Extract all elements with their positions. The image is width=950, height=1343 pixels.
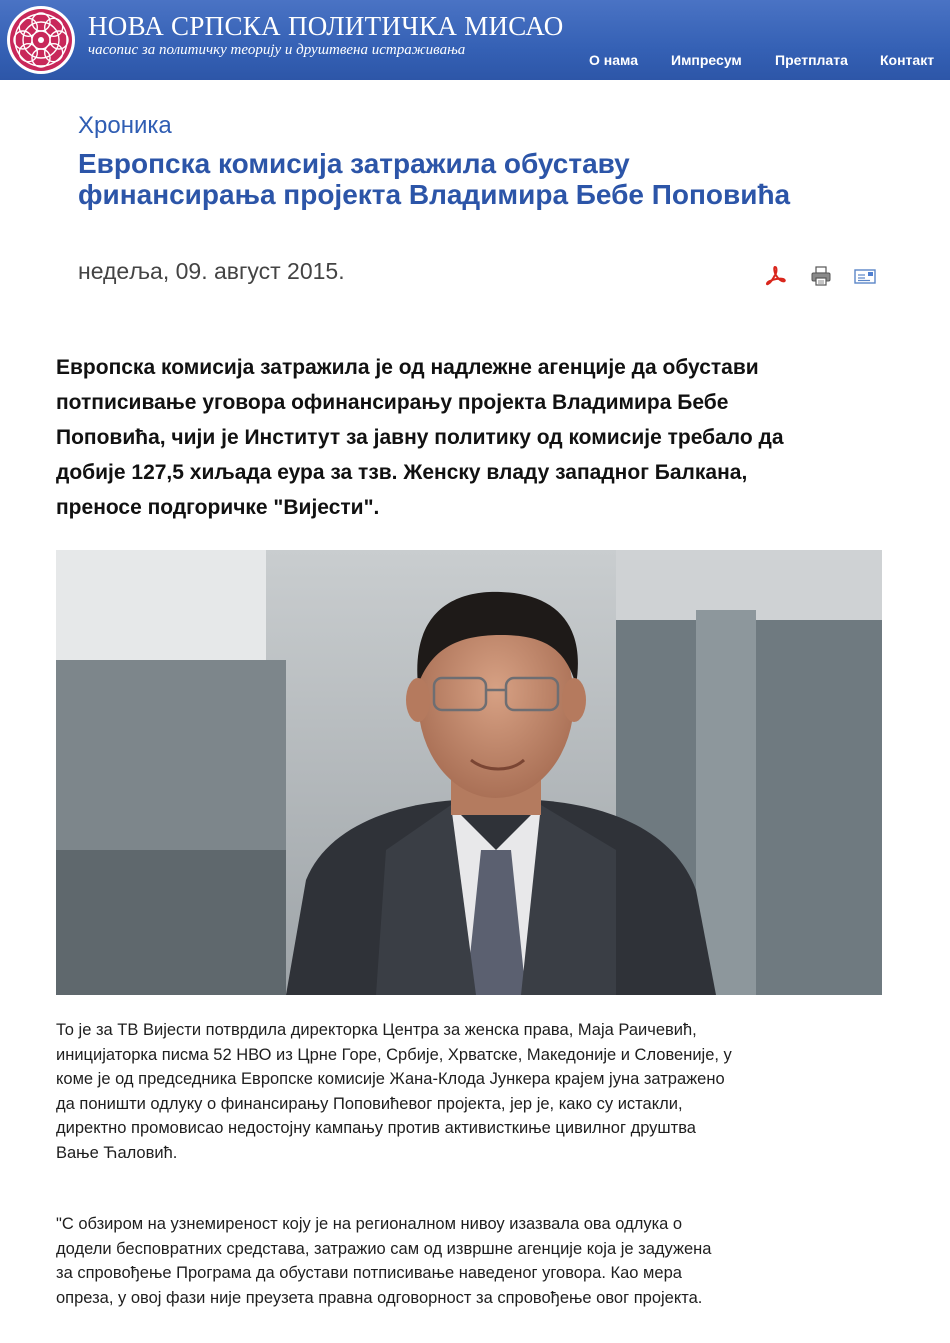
paragraph-line: опреза, у овој фази није преузета правна одговорност за спровођење овог пројекта. [56, 1288, 703, 1307]
article-paragraph [56, 1018, 882, 1165]
site-header [0, 0, 950, 80]
article-title [78, 148, 928, 210]
paragraph-line: за спровођење Програма да обустави потписивање наведеног уговора. Као мера [56, 1264, 682, 1282]
paragraph-line: директно промовисао недостојну кампању против активисткиње цивилног друштва [56, 1119, 696, 1137]
article-photo [56, 550, 882, 995]
paragraph-line: Вање Ћаловић. [56, 1143, 178, 1162]
nav-link-subscription[interactable]: Претплата [775, 52, 848, 68]
main-nav [0, 52, 950, 72]
paragraph-line: додели бесповратних средстава, затражио сам од извршне агенције која је задужена [56, 1239, 712, 1258]
paragraph-line: иницијаторка писма 52 НВО из Црне Горе, Србије, Хрватске, Македоније и Словеније, у [56, 1045, 732, 1064]
article-title-line: финансирања пројекта Владимира Бебе Поповића [78, 179, 791, 210]
paragraph-line: "С обзиром на узнемиреност коју је на регионалном нивоу изазвала ова одлука о [56, 1215, 683, 1233]
nav-link-about[interactable]: О нама [589, 52, 638, 68]
nav-link-contact[interactable]: Контакт [880, 52, 935, 68]
paragraph-line: коме је од председника Европске комисије Жана-Клода Јункера крајем јуна затражено [56, 1070, 725, 1088]
lead-line: Поповића, чији је Институт за јавну политику од комисије требало да [56, 426, 784, 449]
article-lead [56, 350, 916, 525]
site-title[interactable]: НОВА СРПСКА ПОЛИТИЧКА МИСАО [88, 11, 564, 41]
nav-link-impressum[interactable]: Импресум [671, 52, 742, 68]
print-icon[interactable] [809, 264, 833, 288]
article-title-line: Европска комисија затражила обуставу [78, 148, 630, 179]
article-category[interactable]: Хроника [78, 112, 172, 139]
paragraph-line: да поништи одлуку о финансирању Поповићевог пројекта, јер је, како су истакли, [56, 1094, 683, 1113]
article-date: недеља, 09. август 2015. [78, 258, 345, 284]
lead-line: Европска комисија затражила је од надлежне агенције да обустави [56, 356, 759, 379]
site-subtitle: часопис за политичку теорију и друштвена истраживања [88, 42, 466, 58]
lead-line: добије 127,5 хиљада еура за тзв. Женску владу западног Балкана, [56, 461, 748, 484]
pdf-icon[interactable] [764, 264, 788, 288]
lead-line: потписивање уговора офинансирању пројекта Владимира Бебе [56, 391, 729, 414]
lead-line: преносе подгоричке "Вијести". [56, 496, 380, 519]
paragraph-line: То је за ТВ Вијести потврдила директорка Центра за женска права, Маја Раичевић, [56, 1021, 697, 1039]
article-paragraph [56, 1212, 882, 1310]
email-icon[interactable] [853, 264, 877, 288]
